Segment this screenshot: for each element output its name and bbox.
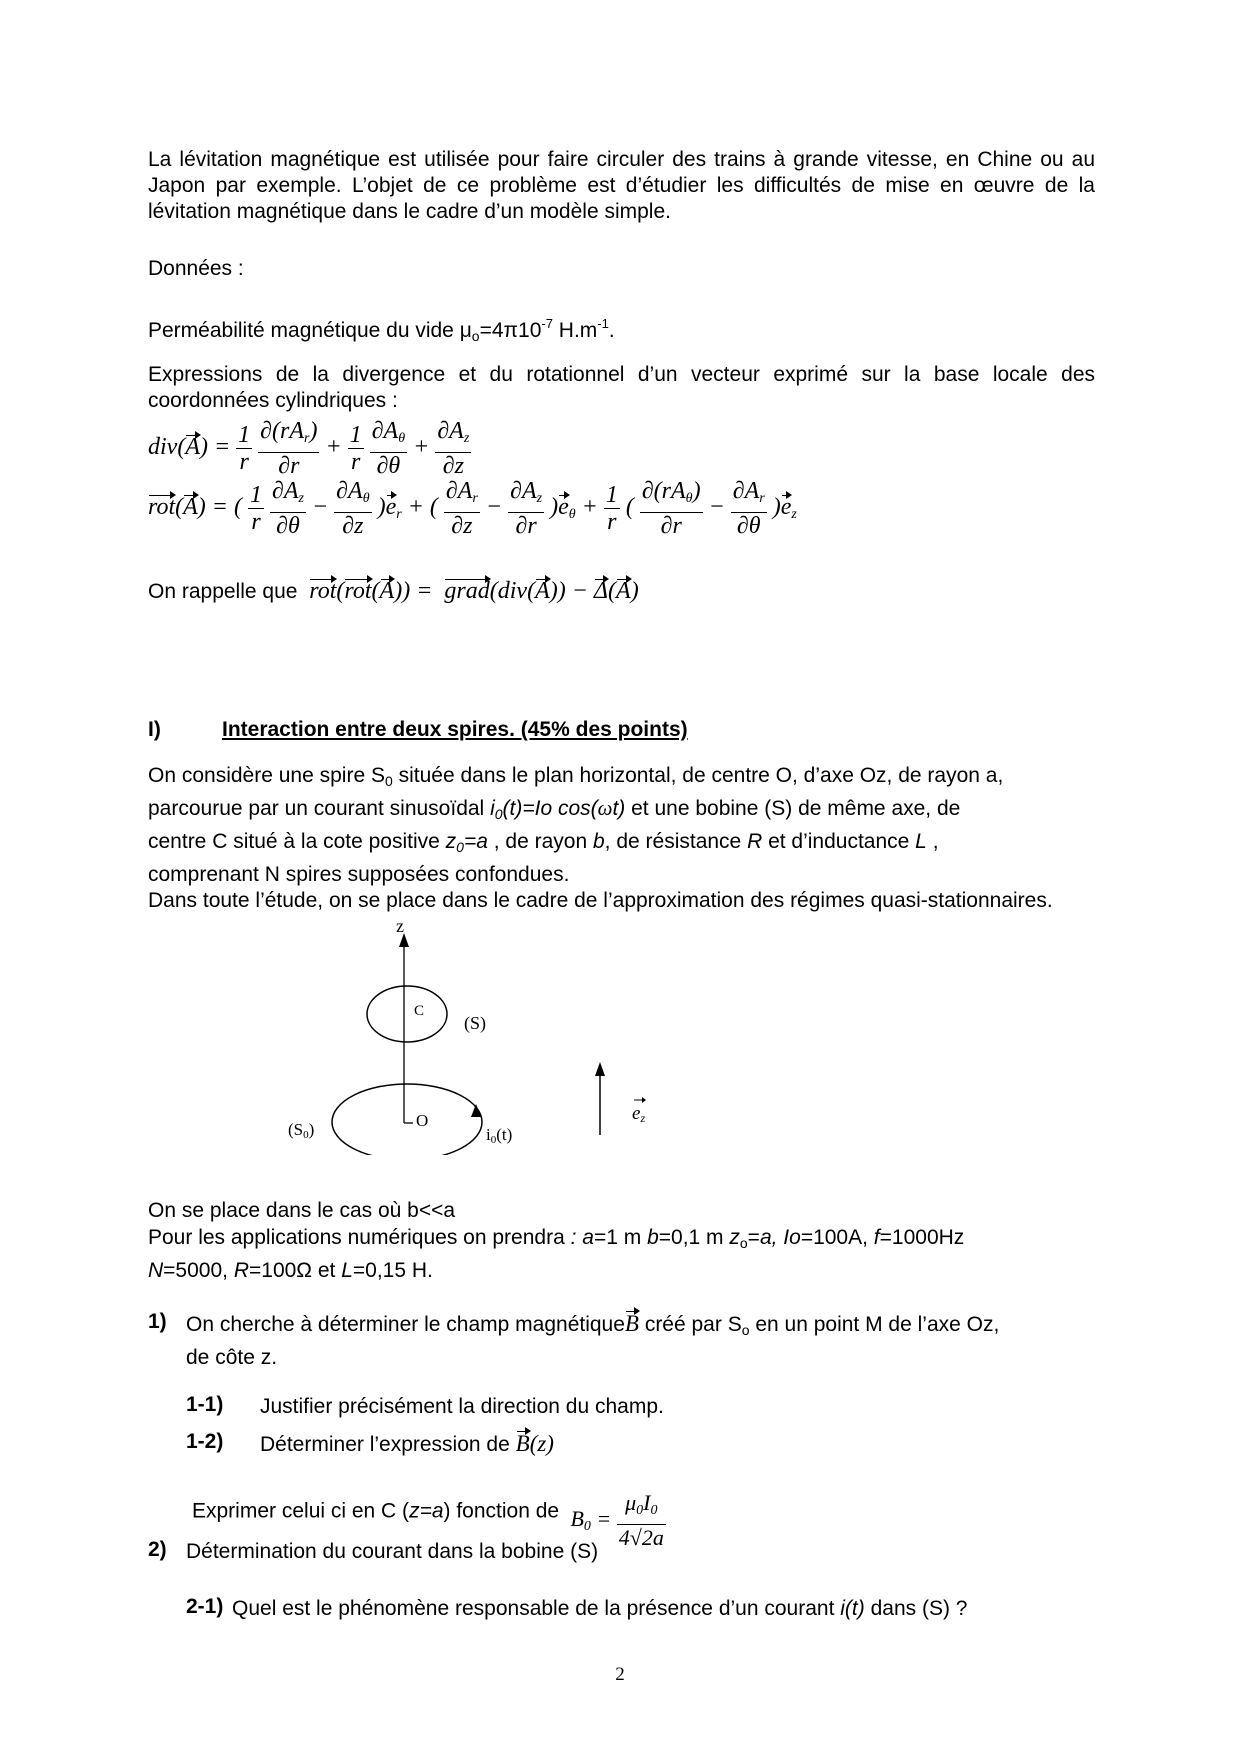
q21-text: Quel est le phénomène responsable de la présence d’un courant i(t) dans (S) ? xyxy=(232,1597,968,1620)
applications-block xyxy=(148,1197,1095,1284)
q1-number: 1) xyxy=(148,1310,167,1333)
q12-express-line: Exprimer celui ci en C (z=a) fonction de $B_0$ = $\frac{\mu_0I_0}{4√2a}$ xyxy=(192,1490,664,1550)
ez-arrowhead xyxy=(595,1062,605,1076)
divergence-formula: div(A) = $\frac{1}{r}$ $\frac{\partial(rA_r)}{\partial r}$ + $\frac{1}{r}$ $\frac{\partial A_\theta}{\partial\theta}$ + $\frac{\partial A_z}{\partial z}$ xyxy=(148,418,470,479)
section-number: I) xyxy=(148,718,161,741)
spire-s0-ellipse xyxy=(332,1084,482,1155)
expressions-text: Expressions de la divergence et du rotationnel d’un vecteur exprimé sur la base locale des coordonnées cylindriques : xyxy=(148,363,1095,412)
q2-text: Détermination du courant dans la bobine (S) xyxy=(186,1540,599,1563)
permeability-line: Perméabilité magnétique du vide $\mu_o=4\pi 10^{-7}$ $H.m^{-1}$. xyxy=(148,316,615,344)
spires-figure xyxy=(270,905,690,1155)
statement-paragraph xyxy=(148,762,1095,914)
spire-s0-label: (S0) xyxy=(288,1120,315,1141)
statement-line-1: On considère une spire $S_0$ située dans le plan horizontal, de centre O, d’axe Oz, de rayon a, xyxy=(148,764,1004,789)
coil-s-label: (S) xyxy=(464,1013,486,1033)
rotational-formula: rot(A) = ( $\frac{1}{r}$ $\frac{\partial A_z}{\partial\theta}$ − $\frac{\partial A_\theta}{\partial z}$ )$e_r$ + ( $\frac{\partial A_r}{\partial z}$ − $\frac{\partial A_z}{\partial r}$ )$e_\theta$ + $\frac{1}{r}$ ( $\frac{\partial(rA_\theta)}{\partial r}$ − $\frac{\partial A_r}{\partial\theta}$ )$e_z$ xyxy=(148,478,797,539)
statement-line-5: Dans toute l’étude, on se place dans le cadre de l’approximation des régimes quasi-stationnaires. xyxy=(148,889,1053,912)
ez-vector-tip xyxy=(642,1097,646,1103)
center-o-label: O xyxy=(416,1111,429,1130)
z-axis-label: z xyxy=(396,916,404,936)
statement-line-4: comprenant N spires supposées confondues. xyxy=(148,863,570,886)
center-c-label: C xyxy=(414,1003,425,1019)
current-label: i0(t) xyxy=(486,1125,513,1146)
q12-number: 1-2) xyxy=(186,1430,224,1453)
q1-text: On cherche à déterminer le champ magnétiqueB créé par $S_o$ en un point M de l’axe Oz, de côte z. xyxy=(186,1311,1000,1369)
b0-formula: $B_0$ = $\frac{\mu_0I_0}{4√2a}$ xyxy=(564,1490,664,1550)
q11-number: 1-1) xyxy=(186,1393,224,1416)
ez-label: ez xyxy=(632,1103,646,1125)
q12-text: Déterminer l’expression de B(z) xyxy=(260,1431,554,1456)
statement-line-3: centre C situé à la cote positive $z_0=a$ , de rayon b, de résistance R et d’inductance L , xyxy=(148,830,939,855)
page-number: 2 xyxy=(615,1664,625,1685)
statement-line-2: parcourue par un courant sinusoïdal $i_0(t)=Io$ cos(ωt) et une bobine (S) de même axe, de xyxy=(148,796,961,822)
donnees-label: Données : xyxy=(148,257,244,280)
coil-s-ellipse xyxy=(367,986,447,1042)
rappel-line: On rappelle que rot(rot(A)) = grad(div(A)) − Δ(A) xyxy=(148,578,639,604)
q2-number: 2) xyxy=(148,1538,167,1561)
intro-paragraph: La lévitation magnétique est utilisée pour faire circuler des trains à grande vitesse, en Chine ou au Japon par exemple. L’objet de ce problème est d’étudier les difficultés de mise en œuvre de la lévitation magnétique dans le cadre d’un modèle simple. xyxy=(148,148,1095,223)
q21-number: 2-1) xyxy=(186,1595,224,1618)
applications-line-2: Pour les applications numériques on prendra : a=1 m b=0,1 m $z_o=a$, Io=100A, f=1000Hz xyxy=(148,1226,965,1251)
q11-text: Justifier précisément la direction du champ. xyxy=(260,1395,664,1418)
rappel-formula: rot(rot(A)) = grad(div(A)) − Δ(A) xyxy=(309,578,639,604)
applications-line-3: N=5000, R=100Ω et L=0,15 H. xyxy=(148,1259,433,1282)
applications-line-1: On se place dans le cas où b<<a xyxy=(148,1199,456,1222)
section-title: Interaction entre deux spires. (45% des points) xyxy=(222,718,688,741)
